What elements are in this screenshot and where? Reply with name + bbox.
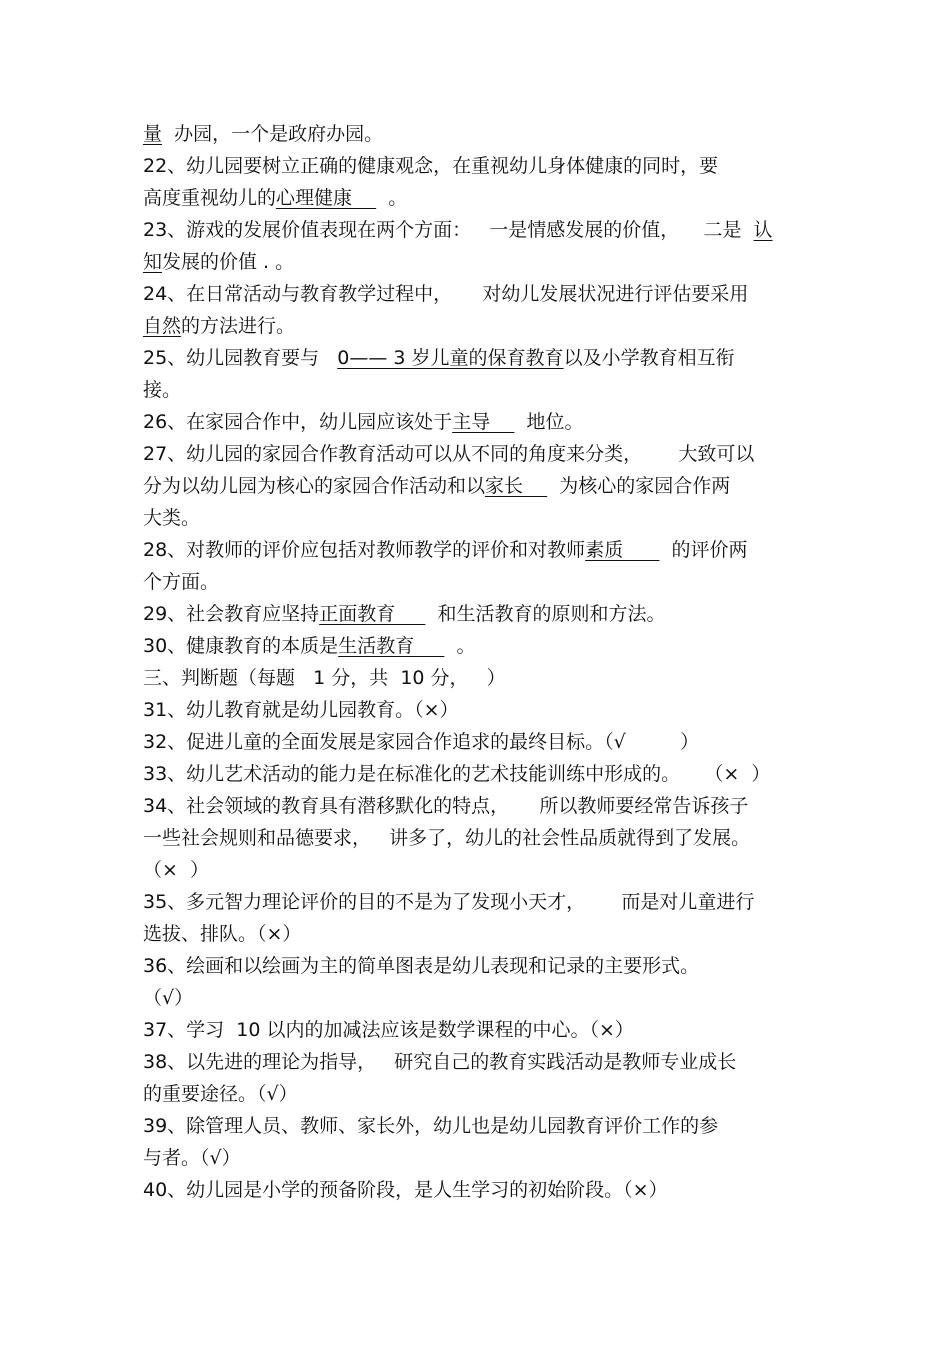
text-line [143, 822, 823, 854]
text-line [143, 438, 823, 470]
text-line [143, 246, 823, 278]
text-segment: 27、幼儿园的家园合作教育活动可以从不同的角度来分类， 大致可以 [143, 443, 755, 465]
text-segment: 37、学习 10 以内的加减法应该是数学课程的中心。（×） [143, 1019, 634, 1041]
text-line [143, 374, 823, 406]
underlined-answer: 知 [143, 251, 163, 273]
underlined-answer: 生活教育 [338, 635, 445, 657]
text-line [143, 470, 823, 502]
text-line [143, 790, 823, 822]
text-line [143, 310, 823, 342]
text-line [143, 182, 823, 214]
underlined-answer: 认 [753, 219, 773, 241]
text-segment: 个方面。 [143, 571, 220, 593]
text-line [143, 1078, 823, 1110]
text-line [143, 118, 823, 150]
text-segment: 30、健康教育的本质是 [143, 635, 339, 657]
text-segment: （× ） [143, 859, 209, 881]
text-segment: 25、幼儿园教育要与 [143, 347, 338, 369]
text-segment: 的重要途径。（√） [143, 1083, 298, 1105]
text-segment: 26、在家园合作中，幼儿园应该处于 [143, 411, 453, 433]
text-line [143, 150, 823, 182]
text-line [143, 566, 823, 598]
text-segment: 与者。（√） [143, 1147, 241, 1169]
text-line [143, 598, 823, 630]
text-segment: 40、幼儿园是小学的预备阶段，是人生学习的初始阶段。（×） [143, 1179, 668, 1201]
underlined-answer: 正面教育 [319, 603, 426, 625]
document-page [143, 118, 823, 1206]
text-line [143, 918, 823, 950]
text-segment: 35、多元智力理论评价的目的不是为了发现小天才， 而是对儿童进行 [143, 891, 755, 913]
text-segment: 以及小学教育相互衔 [563, 347, 735, 369]
text-line [143, 1142, 823, 1174]
text-line [143, 278, 823, 310]
underlined-answer: 自然 [143, 315, 182, 337]
underlined-answer: 主导 [452, 411, 515, 433]
text-line [143, 502, 823, 534]
text-line [143, 534, 823, 566]
text-line [143, 886, 823, 918]
text-line [143, 694, 823, 726]
text-line [143, 662, 823, 694]
text-segment: 28、对教师的评价应包括对教师教学的评价和对教师 [143, 539, 586, 561]
text-segment: 。 [376, 187, 408, 209]
text-segment: 办园，一个是政府办园。 [162, 123, 384, 145]
text-segment: 大类。 [143, 507, 201, 529]
text-segment: 分为以幼儿园为核心的家园合作活动和以 [143, 475, 486, 497]
text-segment: 一些社会规则和品德要求， 讲多了，幼儿的社会性品质就得到了发展。 [143, 827, 751, 849]
underlined-answer: 家长 [485, 475, 548, 497]
text-segment: 32、促进儿童的全面发展是家园合作追求的最终目标。（√ ） [143, 731, 700, 753]
text-segment: 选拔、排队。（×） [143, 923, 302, 945]
text-segment: 34、社会领域的教育具有潜移默化的特点， 所以教师要经常告诉孩子 [143, 795, 749, 817]
text-segment: 和生活教育的原则和方法。 [425, 603, 666, 625]
text-line [143, 726, 823, 758]
text-segment: 24、在日常活动与教育教学过程中， 对幼儿发展状况进行评估要采用 [143, 283, 749, 305]
text-segment: 接。 [143, 379, 182, 401]
text-segment: 高度重视幼儿的 [143, 187, 277, 209]
text-line [143, 342, 823, 374]
underlined-answer: 0—— 3 岁儿童的保育教育 [337, 347, 564, 369]
text-line [143, 1046, 823, 1078]
text-line [143, 950, 823, 982]
text-line [143, 1110, 823, 1142]
text-segment: 23、游戏的发展价值表现在两个方面： 一是情感发展的价值， 二是 [143, 219, 754, 241]
text-line [143, 630, 823, 662]
text-segment: 三、判断题（每题 1 分，共 10 分， ） [143, 667, 506, 689]
text-segment: 。 [444, 635, 476, 657]
text-segment: 33、幼儿艺术活动的能力是在标准化的艺术技能训练中形成的。 （× ） [143, 763, 771, 785]
text-line [143, 982, 823, 1014]
underlined-answer: 素质 [585, 539, 660, 561]
text-segment: 39、除管理人员、教师、家长外，幼儿也是幼儿园教育评价工作的参 [143, 1115, 719, 1137]
text-line [143, 758, 823, 790]
text-segment: 的评价两 [659, 539, 748, 561]
text-segment: 发展的价值 . 。 [162, 251, 295, 273]
text-segment: 22、幼儿园要树立正确的健康观念，在重视幼儿身体健康的同时，要 [143, 155, 719, 177]
text-segment: 的方法进行。 [181, 315, 296, 337]
text-segment: 38、以先进的理论为指导， 研究自己的教育实践活动是教师专业成长 [143, 1051, 737, 1073]
text-segment: 地位。 [514, 411, 584, 433]
text-segment: 31、幼儿教育就是幼儿园教育。（×） [143, 699, 459, 721]
text-line [143, 214, 823, 246]
text-line [143, 1014, 823, 1046]
underlined-answer: 心理健康 [276, 187, 377, 209]
text-segment: 29、社会教育应坚持 [143, 603, 320, 625]
text-line [143, 854, 823, 886]
text-line [143, 1174, 823, 1206]
underlined-answer: 量 [143, 123, 163, 145]
text-segment: （√） [143, 987, 194, 1009]
text-segment: 36、绘画和以绘画为主的简单图表是幼儿表现和记录的主要形式。 [143, 955, 700, 977]
text-line [143, 406, 823, 438]
text-segment: 为核心的家园合作两 [547, 475, 731, 497]
